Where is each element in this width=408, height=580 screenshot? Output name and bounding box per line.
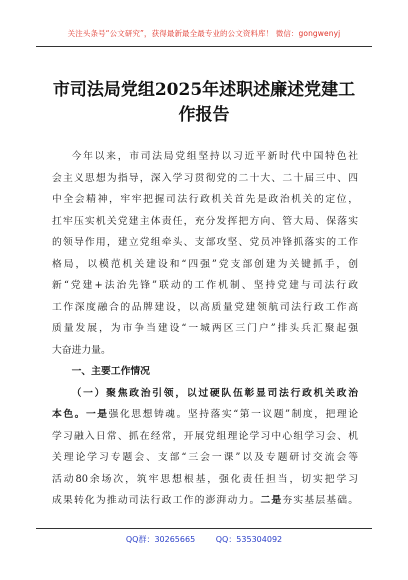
body-line-text: 成果转化为推动司法行政工作的澎湃动力。: [52, 495, 261, 506]
footer-qq-group: QQ群：30265665: [125, 535, 196, 544]
document-body: [52, 146, 358, 512]
subsection-line: [52, 404, 358, 426]
footer-qq: QQ：535304092: [215, 535, 283, 544]
body-line: 关理论学习专题会、支部“三会一课”以及专题研讨交流会等: [52, 452, 358, 463]
section-heading: 一、主要工作情况: [71, 366, 150, 377]
document-title: [44, 78, 364, 128]
point-text: 夯实基层基础。: [282, 495, 358, 506]
page-header: [0, 0, 408, 48]
body-line: 学习融入日常、抓在经常，开展党组理论学习中心组学习会、机: [52, 430, 358, 442]
intro-line: 扛牢压实机关党建主体责任，充分发挥把方向、管大局、保落实: [52, 215, 358, 227]
point-text: 强化思想铸魂。坚持落实“第一议题”制度，把理论: [108, 409, 358, 420]
subsection-heading: （一）聚焦政治引领，以过硬队伍彰显司法行政机关政治: [71, 387, 358, 399]
intro-line: 中全会精神，牢牢把握司法行政机关首先是政治机关的定位，: [52, 194, 358, 205]
intro-line: 的领导作用，建立党组牵头、支部攻坚、党员冲锋抓落实的工作: [52, 237, 358, 248]
footer-divider: [36, 528, 372, 529]
body-line: [52, 490, 358, 512]
intro-line: 工作深度融合的品牌建设，以高质量党建领航司法行政工作高: [52, 301, 358, 313]
intro-line: 格局，以模范机关建设和“四强”党支部创建为关键抓手，创: [52, 258, 358, 270]
header-promo-text: 关注头条号“公文研究”，获得最新最全最专业的公文资料库！ 微信：gongwenyj: [67, 29, 341, 38]
intro-line: 质量发展，为市争当建设“一城两区三门户”排头兵汇聚起强: [52, 323, 358, 334]
title-line-1: 市司法局党组2025年述职述廉述党建工: [52, 80, 356, 100]
intro-line: 会主义思想为指导，深入学习贯彻党的二十大、二十届三中、四: [52, 172, 358, 184]
subsection-heading-end: 本色。: [52, 409, 86, 420]
page-footer: [0, 534, 408, 545]
title-line-2: 作报告: [178, 105, 230, 125]
intro-line: 大奋进力量。: [52, 344, 111, 356]
point-label: 一是: [85, 409, 109, 420]
point-label: 二是: [260, 495, 283, 506]
header-divider: [36, 46, 372, 47]
intro-line: 新“党建+法治先锋”联动的工作机制、坚持党建与司法行政: [52, 280, 358, 291]
body-line: 活动80余场次，筑牢思想根基，强化责任担当，切实把学习: [52, 473, 358, 485]
intro-line: 今年以来，市司法局党组坚持以习近平新时代中国特色社: [71, 151, 358, 162]
